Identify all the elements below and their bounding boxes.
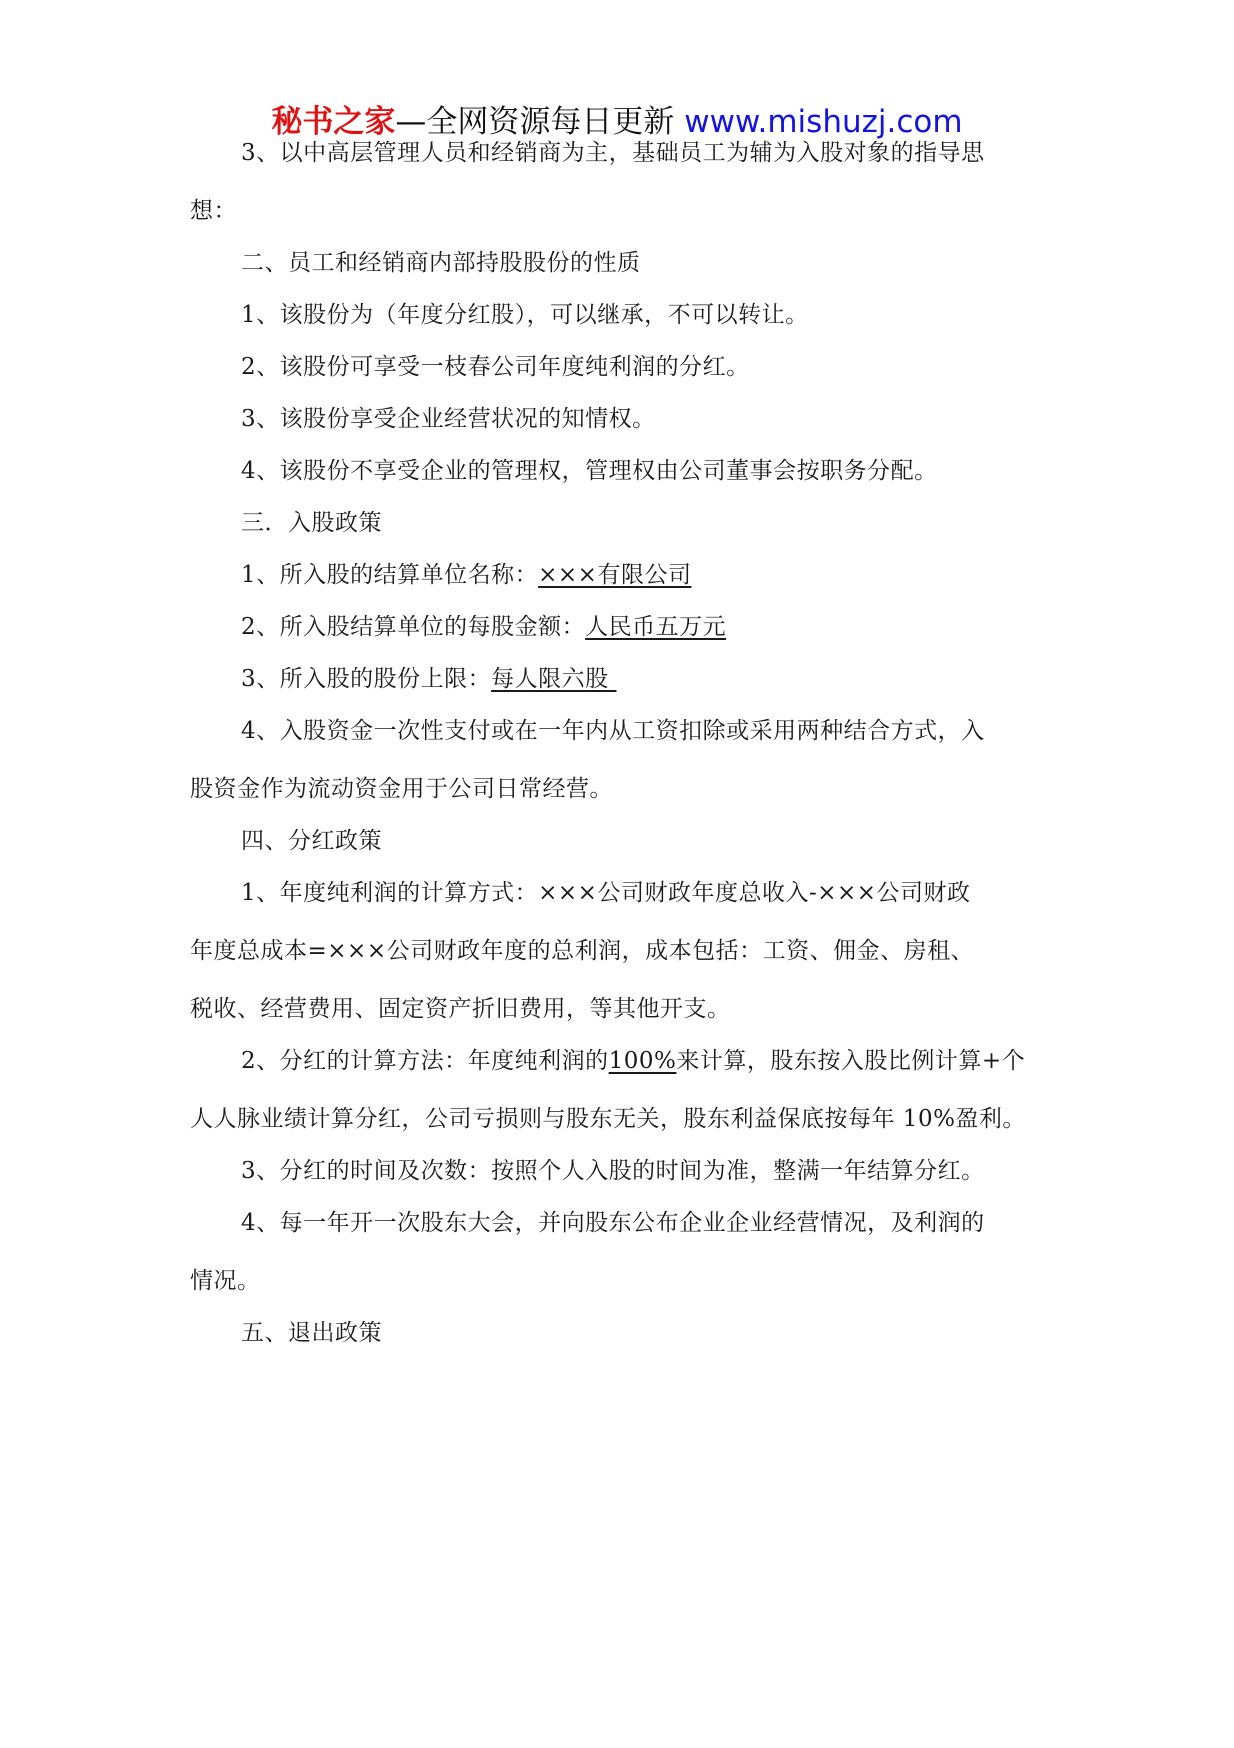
paragraph-line: 年度总成本=×××公司财政年度的总利润，成本包括：工资、佣金、房租、 [190,938,975,964]
list-item [241,558,691,592]
paragraph-line: 股资金作为流动资金用于公司日常经营。 [190,776,613,802]
list-item: 4、该股份不享受企业的管理权，管理权由公司董事会按职务分配。 [241,458,938,484]
site-url-link[interactable]: www.mishuzj.com [684,104,963,140]
paragraph-line: 人人脉业绩计算分红，公司亏损则与股东无关，股东利益保底按每年 10%盈利。 [190,1106,1026,1132]
list-item-text: 来计算，股东按入股比例计算+个 [676,1048,1026,1074]
paragraph-line: 想： [190,198,237,224]
site-slogan: —全网资源每日更新 [395,104,685,140]
list-item: 3、分红的时间及次数：按照个人入股的时间为准，整满一年结算分红。 [241,1158,985,1184]
list-item: 4、入股资金一次性支付或在一年内从工资扣除或采用两种结合方式，入 [241,718,985,744]
underlined-value: 每人限六股 [491,666,617,692]
paragraph-line: 3、以中高层管理人员和经销商为主，基础员工为辅为入股对象的指导思 [241,140,985,166]
section-heading: 四、分红政策 [241,828,382,854]
list-item: 1、年度纯利润的计算方式：×××公司财政年度总收入-×××公司财政 [241,880,971,906]
underlined-value: 人民币五万元 [585,614,727,640]
list-item: 4、每一年开一次股东大会，并向股东公布企业企业经营情况，及利润的 [241,1210,985,1236]
section-heading: 五、退出政策 [241,1320,382,1346]
list-item [241,1044,1025,1078]
list-item-label: 1、所入股的结算单位名称： [241,562,539,588]
paragraph-line: 税收、经营费用、固定资产折旧费用，等其他开支。 [190,996,731,1022]
site-brand: 秘书之家 [271,104,396,140]
list-item-label: 2、分红的计算方法：年度纯利润的 [241,1048,609,1074]
paragraph-line: 情况。 [190,1268,261,1294]
list-item-label: 2、所入股结算单位的每股金额： [241,614,586,640]
list-item: 2、该股份可享受一枝春公司年度纯利润的分红。 [241,354,750,380]
section-heading: 二、员工和经销商内部持股股份的性质 [241,250,641,276]
list-item-label: 3、所入股的股份上限： [241,666,492,692]
underlined-value: ×××有限公司 [538,562,692,588]
section-heading: 三．入股政策 [241,510,382,536]
list-item [241,662,616,696]
list-item: 1、该股份为（年度分红股），可以继承，不可以转让。 [241,302,809,328]
list-item: 3、该股份享受企业经营状况的知情权。 [241,406,656,432]
list-item [241,610,726,644]
underlined-value: 100% [608,1048,677,1074]
